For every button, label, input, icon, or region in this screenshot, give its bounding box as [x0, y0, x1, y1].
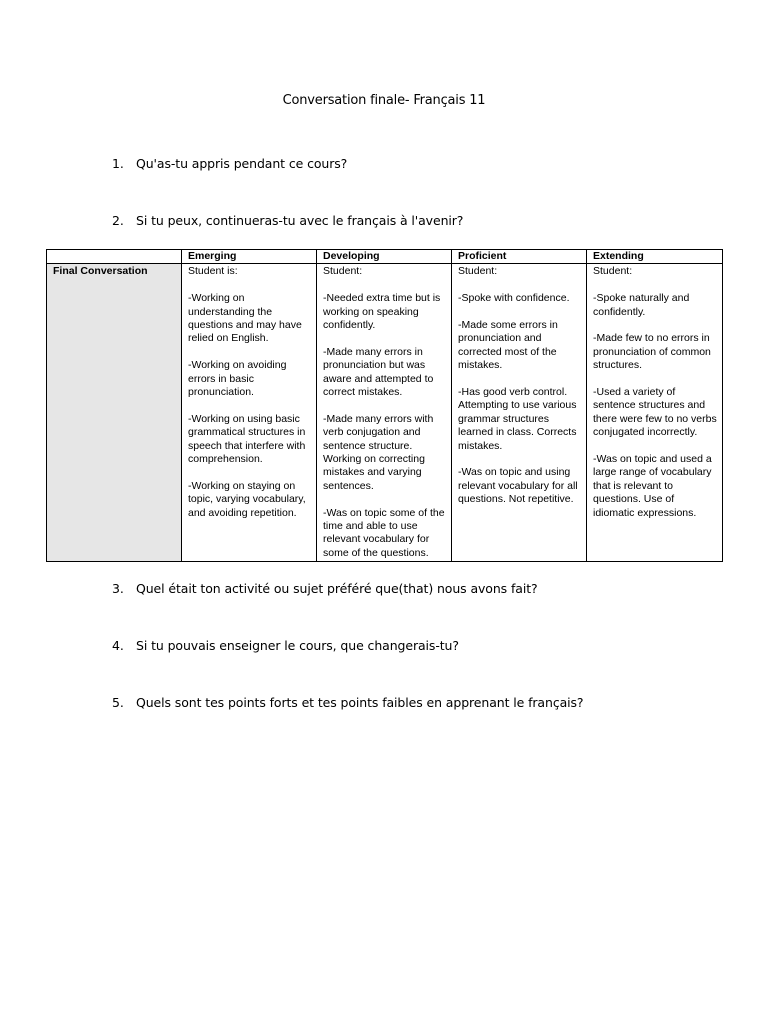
rubric-cell-proficient	[452, 264, 587, 562]
question-text: Si tu pouvais enseigner le cours, que changerais-tu?	[136, 638, 459, 653]
question-2	[112, 213, 463, 228]
rubric-header-proficient: Proficient	[452, 250, 587, 264]
cell-paragraph: -Was on topic some of the time and able to use relevant vocabulary for some of the questions.	[323, 506, 445, 559]
question-number: 4.	[112, 638, 124, 653]
cell-paragraph: -Made many errors with verb conjugation and sentence structure. Working on correcting mistakes and varying sentences.	[323, 412, 434, 492]
question-number: 5.	[112, 695, 124, 710]
cell-paragraph: -Used a variety of sentence structures and there were few to no verbs conjugated incorrectly.	[593, 386, 717, 439]
question-4	[112, 638, 459, 653]
rubric-row-label: Final Conversation	[47, 264, 182, 562]
question-number: 1.	[112, 156, 124, 171]
cell-paragraph: -Working on avoiding errors in basic pronunciation.	[188, 359, 287, 399]
cell-paragraph: Student is:	[188, 265, 238, 278]
cell-paragraph: -Working on understanding the questions and may have relied on English.	[188, 292, 302, 345]
rubric-header-emerging: Emerging	[182, 250, 317, 264]
cell-paragraph: -Was on topic and using relevant vocabulary for all questions. Not repetitive.	[458, 466, 578, 506]
question-3	[112, 581, 538, 596]
cell-paragraph: -Made some errors in pronunciation and corrected most of the mistakes.	[458, 319, 558, 372]
rubric-header-row	[47, 250, 723, 264]
rubric-header-developing: Developing	[317, 250, 452, 264]
cell-paragraph: -Working on using basic grammatical structures in speech that interfere with comprehension.	[188, 412, 306, 466]
question-number: 3.	[112, 581, 124, 596]
cell-paragraph: Student:	[323, 265, 363, 278]
cell-paragraph: -Working on staying on topic, varying vocabulary, and avoiding repetition.	[188, 479, 306, 519]
question-text: Si tu peux, continueras-tu avec le français à l'avenir?	[136, 213, 464, 228]
rubric-header-extending: Extending	[587, 250, 723, 264]
cell-paragraph: -Spoke naturally and confidently.	[593, 292, 690, 318]
cell-paragraph: -Spoke with confidence.	[458, 292, 570, 305]
question-text: Qu'as-tu appris pendant ce cours?	[136, 156, 348, 171]
rubric-row-final-conversation	[47, 264, 723, 562]
rubric-cell-emerging	[182, 264, 317, 562]
cell-paragraph: -Made few to no errors in pronunciation of common structures.	[593, 332, 711, 372]
rubric-header-empty	[47, 250, 182, 264]
cell-paragraph: -Was on topic and used a large range of vocabulary that is relevant to questions. Use of idiomatic expressions.	[593, 453, 712, 519]
cell-paragraph: Student:	[458, 265, 498, 278]
cell-paragraph: -Made many errors in pronunciation but was aware and attempted to correct mistakes.	[323, 345, 434, 399]
rubric-cell-developing	[317, 264, 452, 562]
rubric-table	[46, 249, 723, 562]
question-text: Quel était ton activité ou sujet préféré que(that) nous avons fait?	[136, 581, 538, 596]
question-1	[112, 156, 347, 171]
rubric-cell-extending	[587, 264, 723, 562]
cell-paragraph: -Needed extra time but is working on speaking confidently.	[323, 292, 441, 332]
document-title: Conversation finale- Français 11	[282, 93, 486, 108]
question-5	[112, 695, 583, 710]
question-number: 2.	[112, 213, 124, 228]
cell-paragraph: -Has good verb control. Attempting to use various grammar structures learned in class. Corrects mistakes.	[458, 386, 577, 452]
cell-paragraph: Student:	[593, 265, 633, 278]
question-text: Quels sont tes points forts et tes points faibles en apprenant le français?	[136, 695, 584, 710]
